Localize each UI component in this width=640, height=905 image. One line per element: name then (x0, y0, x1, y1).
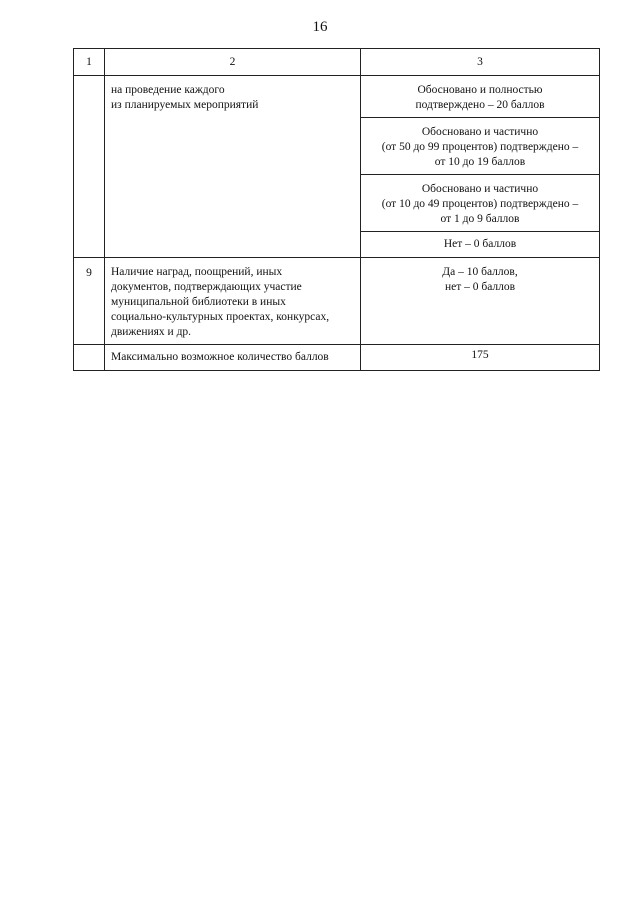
score-line: Обосновано и полностью (417, 84, 543, 96)
score-line: Нет – 0 баллов (443, 238, 517, 250)
score-line: от 1 до 9 баллов (440, 213, 520, 225)
page-number: 16 (312, 19, 328, 35)
total-row (74, 345, 600, 371)
row-number (74, 76, 105, 258)
criterion-line: Наличие наград, поощрений, иных (111, 266, 283, 278)
table-row (74, 258, 600, 345)
score-line: (от 50 до 99 процентов) подтверждено – (381, 141, 579, 153)
total-label: Максимально возможное количество баллов (105, 345, 361, 371)
score-line: Обосновано и частично (421, 126, 539, 138)
score-line: Да – 10 баллов, (442, 266, 518, 278)
score-line: подтверждено – 20 баллов (415, 99, 545, 111)
score-line: от 10 до 19 баллов (434, 156, 526, 168)
criteria-table (73, 48, 600, 371)
criterion-line: социально-культурных проектах, конкурсах, (111, 311, 330, 323)
score-cell (361, 76, 600, 118)
row-number: 9 (74, 258, 105, 345)
table-row (74, 76, 600, 118)
score-line: Обосновано и частично (421, 183, 539, 195)
row-number (74, 345, 105, 371)
header-col-2: 2 (105, 49, 361, 76)
score-line: нет – 0 баллов (444, 281, 516, 293)
score-cell (361, 232, 600, 258)
criterion-line: на проведение каждого (111, 84, 225, 96)
score-cell (361, 175, 600, 232)
criterion-line: движениях и др. (111, 326, 192, 338)
criterion-cell (105, 258, 361, 345)
criterion-line: муниципальной библиотеки в иных (111, 296, 286, 308)
criterion-cell (105, 76, 361, 258)
header-col-3: 3 (361, 49, 600, 76)
score-cell (361, 118, 600, 175)
total-value: 175 (361, 345, 600, 371)
score-cell (361, 258, 600, 345)
criterion-line: документов, подтверждающих участие (111, 281, 302, 293)
criterion-line: из планируемых мероприятий (111, 99, 259, 111)
score-line: (от 10 до 49 процентов) подтверждено – (381, 198, 579, 210)
header-col-1: 1 (74, 49, 105, 76)
table-header-row (74, 49, 600, 76)
